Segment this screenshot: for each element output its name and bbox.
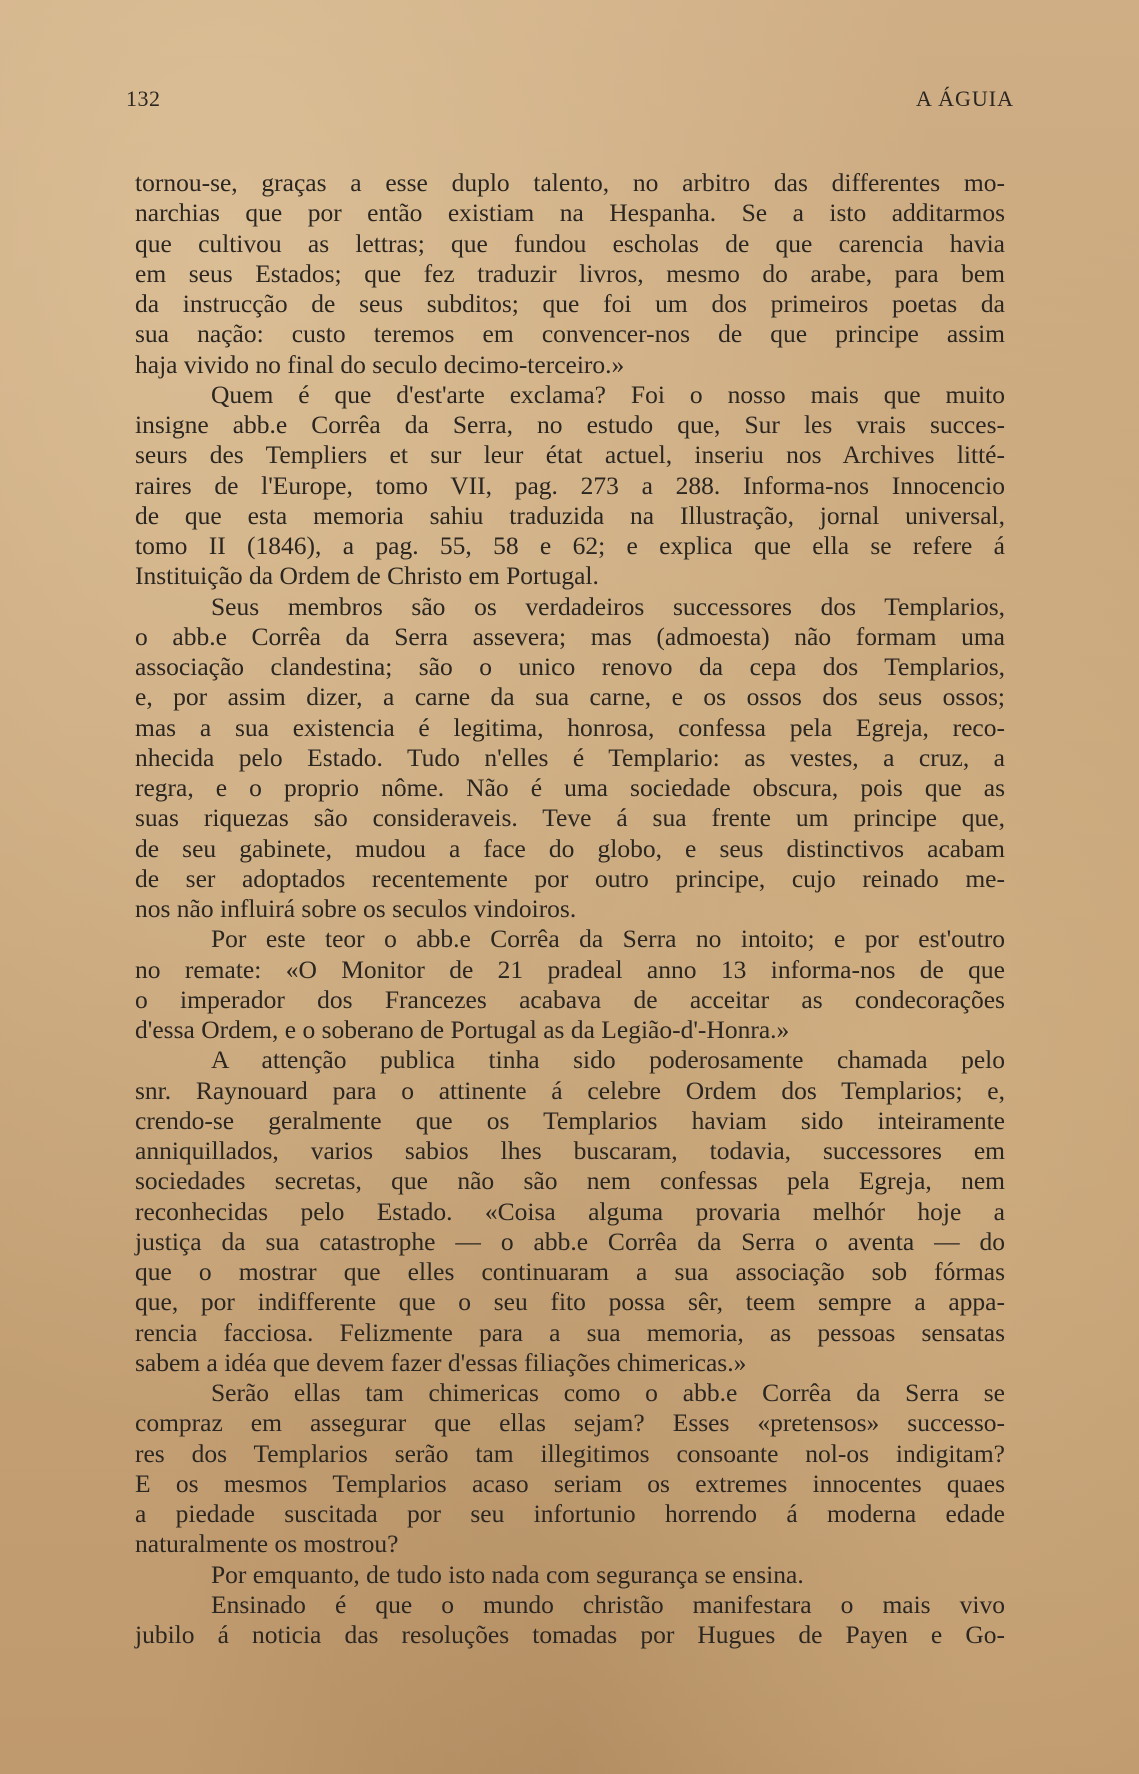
text-line: sociedades secretas, que não são nem confessas pela Egreja, nem xyxy=(135,1166,1005,1196)
text-line: suas riquezas são consideraveis. Teve á sua frente um principe que, xyxy=(135,803,1005,833)
text-line: que, por indifferente que o seu fito possa sêr, teem sempre a appa- xyxy=(135,1287,1005,1317)
text-line: Ensinado é que o mundo christão manifestara o mais vivo xyxy=(211,1589,1005,1619)
text-line: o abb.e Corrêa da Serra assevera; mas (admoesta) não formam uma xyxy=(135,621,1005,651)
text-line: raires de l'Europe, tomo VII, pag. 273 a 288. Informa-nos Innocencio xyxy=(135,470,1005,500)
text-line: nhecida pelo Estado. Tudo n'elles é Templario: as vestes, a cruz, a xyxy=(135,742,1005,772)
text-line: Quem é que d'est'arte exclama? Foi o nosso mais que muito xyxy=(211,379,1005,409)
text-line: sua nação: custo teremos em convencer-nos de que principe assim xyxy=(135,319,1005,349)
text-line: Seus membros são os verdadeiros successores dos Templarios, xyxy=(211,591,1005,621)
text-line: Serão ellas tam chimericas como o abb.e Corrêa da Serra se xyxy=(211,1378,1005,1407)
text-line: crendo-se geralmente que os Templarios haviam sido inteiramente xyxy=(135,1105,1005,1135)
text-line: de ser adoptados recentemente por outro principe, cujo reinado me- xyxy=(135,863,1005,893)
text-line: anniquillados, varios sabios lhes buscaram, todavia, successores em xyxy=(135,1136,1005,1165)
text-line: tomo II (1846), a pag. 55, 58 e 62; e explica que ella se refere á xyxy=(135,531,1005,560)
text-line: Por este teor o abb.e Corrêa da Serra no intoito; e por est'outro xyxy=(211,924,1005,954)
text-line: rencia facciosa. Felizmente para a sua memoria, as pessoas sensatas xyxy=(135,1317,1005,1347)
text-line: Instituição da Ordem de Christo em Portugal. xyxy=(135,561,599,591)
text-line: reconhecidas pelo Estado. «Coisa alguma provaria melhór hoje a xyxy=(135,1196,1005,1226)
text-line: jubilo á noticia das resoluções tomadas por Hugues de Payen e Go- xyxy=(135,1620,1005,1649)
text-line: mas a sua existencia é legitima, honrosa, confessa pela Egreja, reco- xyxy=(135,712,1005,742)
text-line: justiça da sua catastrophe — o abb.e Corrêa da Serra o aventa — do xyxy=(135,1226,1005,1256)
text-line: associação clandestina; são o unico renovo da cepa dos Templarios, xyxy=(135,652,1005,681)
text-line: em seus Estados; que fez traduzir livros, mesmo do arabe, para bem xyxy=(135,258,1005,288)
text-line: d'essa Ordem, e o soberano de Portugal as da Legião-d'-Honra.» xyxy=(135,1015,790,1044)
text-line: da instrucção de seus subditos; que foi um dos primeiros poetas da xyxy=(135,289,1005,318)
text-line: que cultivou as lettras; que fundou escholas de que carencia havia xyxy=(135,228,1005,258)
text-line: a piedade suscitada por seu infortunio horrendo á moderna edade xyxy=(135,1499,1005,1528)
running-title: A ÁGUIA xyxy=(915,86,1014,111)
text-line: nos não influirá sobre os seculos vindoiros. xyxy=(135,894,577,923)
text-line: E os mesmos Templarios acaso seriam os extremes innocentes quaes xyxy=(135,1468,1005,1498)
text-line: A attenção publica tinha sido poderosamente chamada pelo xyxy=(211,1045,1005,1075)
text-line: seurs des Templiers et sur leur état actuel, inseriu nos Archives litté- xyxy=(135,440,1005,470)
text-line: regra, e o proprio nôme. Não é uma sociedade obscura, pois que as xyxy=(135,773,1005,802)
text-line: naturalmente os mostrou? xyxy=(135,1529,399,1559)
text-line: compraz em assegurar que ellas sejam? Esses «pretensos» successo- xyxy=(135,1408,1005,1438)
text-line: de que esta memoria sahiu traduzida na Illustração, jornal universal, xyxy=(135,500,1005,530)
page-number: 132 xyxy=(126,86,161,111)
text-line: de seu gabinete, mudou a face do globo, e seus distinctivos acabam xyxy=(135,833,1005,863)
text-line: res dos Templarios serão tam illegitimos consoante nol-os indigitam? xyxy=(135,1438,1005,1468)
page-header xyxy=(126,86,1014,116)
text-line: insigne abb.e Corrêa da Serra, no estudo que, Sur les vrais succes- xyxy=(135,410,1005,439)
text-line: no remate: «O Monitor de 21 pradeal anno 13 informa-nos de que xyxy=(135,954,1005,984)
text-line: tornou-se, graças a esse duplo talento, no arbitro das differentes mo- xyxy=(135,168,1005,197)
text-line: sabem a idéa que devem fazer d'essas filiações chimericas.» xyxy=(135,1347,747,1377)
text-line: snr. Raynouard para o attinente á celebre Ordem dos Templarios; e, xyxy=(135,1075,1005,1105)
text-line: que o mostrar que elles continuaram a sua associação sob fórmas xyxy=(135,1257,1005,1286)
text-line: e, por assim dizer, a carne da sua carne, e os ossos dos seus ossos; xyxy=(135,682,1005,712)
body-text xyxy=(135,168,1005,1650)
text-line: narchias que por então existiam na Hespanha. Se a isto additarmos xyxy=(135,198,1005,228)
text-line: Por emquanto, de tudo isto nada com segurança se ensina. xyxy=(211,1559,804,1589)
text-line: o imperador dos Francezes acabava de acceitar as condecorações xyxy=(135,984,1005,1014)
text-line: haja vivido no final do seculo decimo-terceiro.» xyxy=(135,349,625,379)
